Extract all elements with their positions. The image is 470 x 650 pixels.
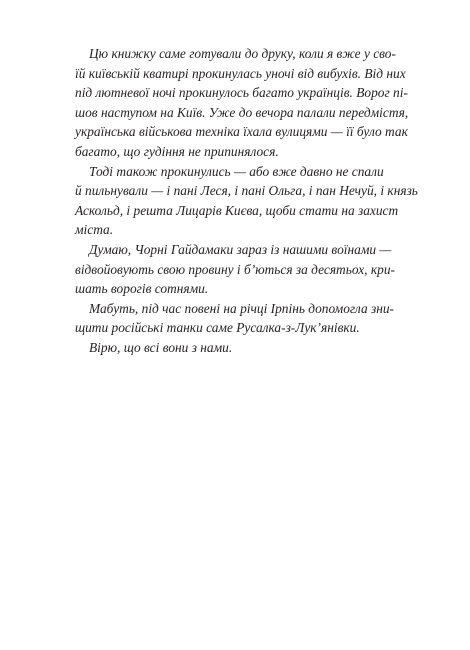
paragraph-4 <box>75 299 395 338</box>
text-line: шов наступом на Київ. Уже до вечора палали передмістя, <box>75 104 409 120</box>
text-line: Мабуть, під час повені на річці Ірпінь допомогла зни- <box>89 300 395 316</box>
text-line: щити російські танки саме Русалка-з-Лук’янівки. <box>75 320 360 336</box>
text-line: відвойовують свою провину і б’ються за десятьох, кри- <box>75 261 395 277</box>
text-line: й пильнували — і пані Леся, і пані Ольга, і пан Нечуй, і князь <box>75 183 418 199</box>
text-line: багато, що гудіння не припинялося. <box>75 143 279 159</box>
text-line: Вірю, що всі вони з нами. <box>89 339 233 355</box>
text-line: Цю книжку саме готували до друку, коли я вже у сво- <box>89 46 396 61</box>
text-block <box>75 44 418 358</box>
text-line: їй київській кватирі прокинулась уночі від вибухів. Від них <box>75 65 406 81</box>
text-line: Тоді також прокинулись — або вже давно не спали <box>89 163 384 179</box>
text-line: Аскольд, і решта Лицарів Києва, щоби стати на захист <box>75 202 399 218</box>
text-line: міста. <box>75 222 114 238</box>
paragraph-5 <box>75 338 371 358</box>
text-line: українська військова техніка їхала вулицями — її було так <box>75 124 408 140</box>
paragraph-3 <box>75 240 395 299</box>
paragraph-2 <box>75 162 418 240</box>
text-line: Думаю, Чорні Гайдамаки зараз із нашими воїнами — <box>89 241 392 257</box>
text-line: шать ворогів сотнями. <box>75 281 209 297</box>
paragraph-1 <box>75 44 409 162</box>
text-line: під лютневої ночі прокинулось багато українців. Ворог пі- <box>75 85 408 101</box>
